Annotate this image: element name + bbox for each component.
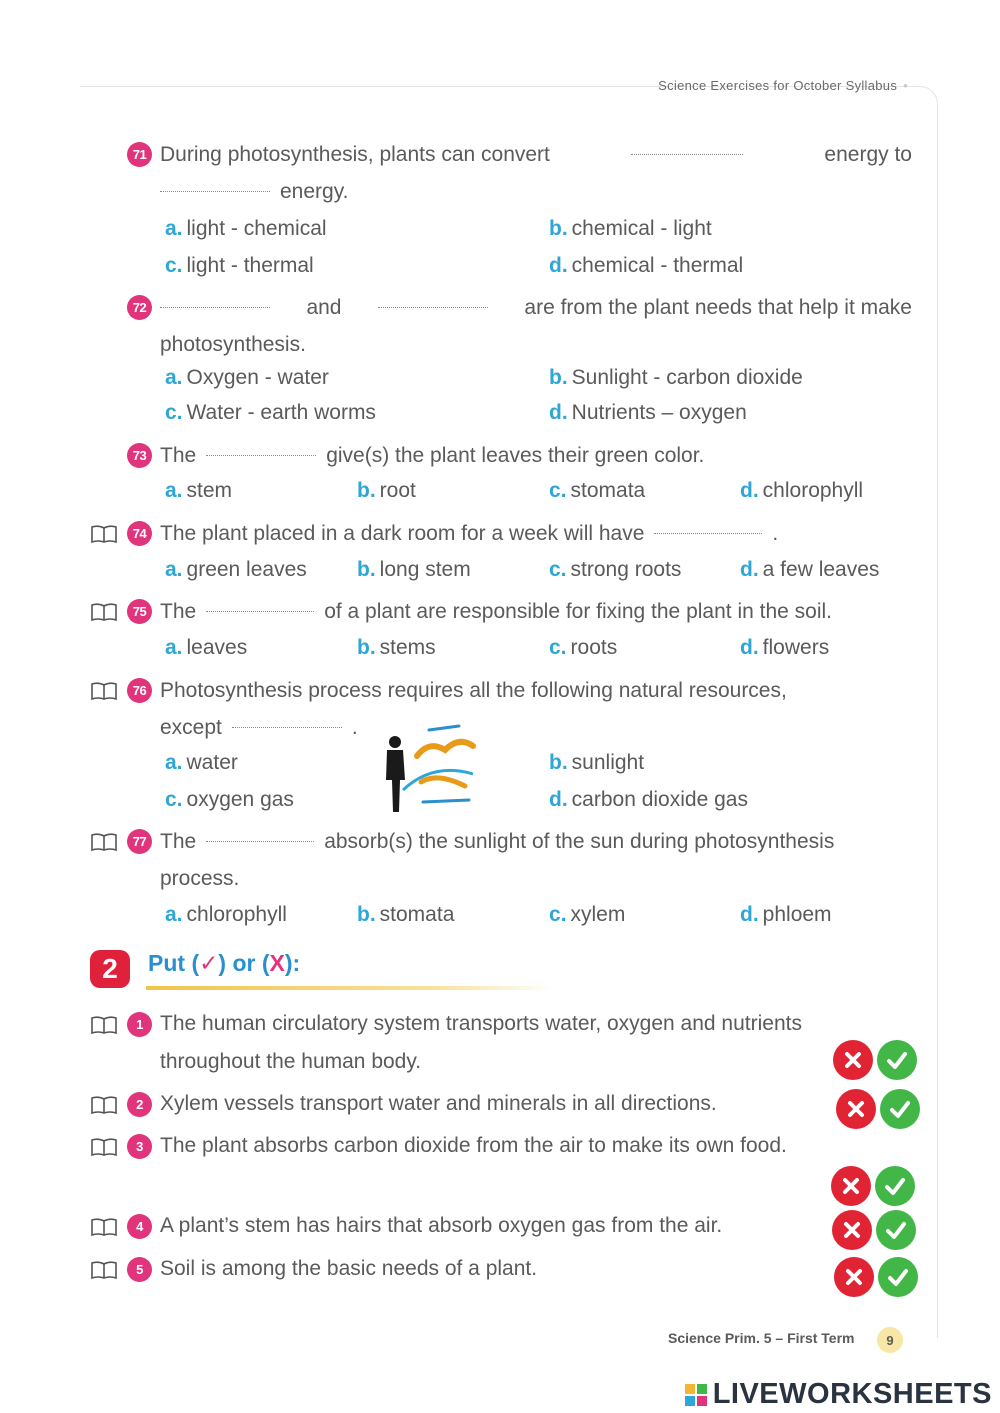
question-77: The absorb(s) the sunlight of the sun during photosynthesis process. [160,823,912,897]
option-a[interactable]: a. stem [165,479,233,502]
statement-4: A plant’s stem has hairs that absorb oxygen gas from the air. [160,1214,723,1237]
statement-5: Soil is among the basic needs of a plant. [160,1257,538,1280]
option-b[interactable]: b. root [357,479,416,502]
x-icon [842,1049,864,1071]
answer-blank[interactable] [206,823,314,842]
correct-button[interactable] [876,1210,916,1250]
check-icon [884,1218,908,1242]
book-icon [90,1015,118,1035]
option-b[interactable]: b. long stem [357,558,471,581]
book-icon [90,1217,118,1237]
item-number: 4 [127,1214,152,1239]
book-icon [90,602,118,622]
check-icon [886,1265,910,1289]
question-75: The of a plant are responsible for fixing the plant in the soil. [160,593,912,630]
statement-2: Xylem vessels transport water and minerals in all directions. [160,1092,717,1115]
item-number: 1 [127,1012,152,1037]
answer-marks-5 [834,1257,918,1297]
book-icon [90,832,118,852]
x-icon [843,1266,865,1288]
statement-3: The plant absorbs carbon dioxide from the air to make its own food. [160,1134,787,1157]
question-number: 77 [127,829,152,854]
option-a[interactable]: a. water [165,751,238,774]
option-b[interactable]: b. Sunlight - carbon dioxide [549,366,803,389]
wrong-button[interactable] [836,1089,876,1129]
question-number: 75 [127,599,152,624]
answer-blank[interactable] [160,173,270,192]
correct-button[interactable] [875,1166,915,1206]
x-icon [845,1098,867,1120]
answer-marks-3 [831,1166,915,1206]
option-a[interactable]: a. chlorophyll [165,903,287,926]
option-a[interactable]: a. green leaves [165,558,307,581]
check-icon [885,1048,909,1072]
option-c[interactable]: c. light - thermal [165,254,314,277]
correct-button[interactable] [877,1040,917,1080]
option-d[interactable]: d. Nutrients – oxygen [549,401,747,424]
option-d[interactable]: d. a few leaves [740,558,880,581]
question-number: 72 [127,295,152,320]
option-c[interactable]: c. roots [549,636,618,659]
option-c[interactable]: c. strong roots [549,558,682,581]
question-number: 71 [127,142,152,167]
question-74: The plant placed in a dark room for a week will have . [160,515,912,552]
page-header: Science Exercises for October Syllabus • [658,78,908,93]
book-icon [90,1137,118,1157]
answer-blank[interactable] [232,709,342,728]
item-number: 5 [127,1257,152,1282]
option-c[interactable]: c. oxygen gas [165,788,294,811]
option-a[interactable]: a. Oxygen - water [165,366,329,389]
liveworksheets-logo-icon [685,1384,707,1406]
answer-blank[interactable] [206,437,316,456]
correct-button[interactable] [880,1089,920,1129]
question-71: During photosynthesis, plants can convert energy to energy. [160,136,912,210]
check-icon [888,1097,912,1121]
question-number: 73 [127,443,152,468]
check-icon [883,1174,907,1198]
option-d[interactable]: d. flowers [740,636,830,659]
option-c[interactable]: c. Water - earth worms [165,401,376,424]
option-d[interactable]: d. chemical - thermal [549,254,744,277]
option-d[interactable]: d. phloem [740,903,832,926]
option-a[interactable]: a. light - chemical [165,217,327,240]
option-b[interactable]: b. sunlight [549,751,645,774]
answer-blank[interactable] [160,289,270,308]
book-icon [90,681,118,701]
answer-blank[interactable] [631,136,743,155]
answer-blank[interactable] [206,593,314,612]
section-title: Put (✓) or (X): [148,950,301,976]
brand-logo [373,716,485,820]
question-72: and are from the plant needs that help it make photosynthesis. [160,289,912,363]
statement-1: The human circulatory system transports water, oxygen and nutrients [160,1012,802,1035]
section-number: 2 [90,950,130,988]
correct-button[interactable] [878,1257,918,1297]
option-a[interactable]: a. leaves [165,636,248,659]
item-number: 2 [127,1092,152,1117]
item-number: 3 [127,1134,152,1159]
option-d[interactable]: d. chlorophyll [740,479,864,502]
liveworksheets-brand: LIVEWORKSHEETS [685,1378,992,1411]
wrong-button[interactable] [833,1040,873,1080]
statement-1-line2: throughout the human body. [160,1050,422,1073]
answer-marks-2 [836,1089,920,1129]
wrong-button[interactable] [832,1210,872,1250]
option-b[interactable]: b. chemical - light [549,217,712,240]
book-icon [90,524,118,544]
x-icon [840,1175,862,1197]
option-b[interactable]: b. stomata [357,903,455,926]
book-icon [90,1095,118,1115]
answer-marks-4 [832,1210,916,1250]
wrong-button[interactable] [834,1257,874,1297]
page-footer: Science Prim. 5 – First Term [668,1330,855,1346]
section-underline [146,986,556,990]
option-c[interactable]: c. stomata [549,479,646,502]
option-d[interactable]: d. carbon dioxide gas [549,788,748,811]
option-c[interactable]: c. xylem [549,903,626,926]
page-number: 9 [877,1327,903,1353]
book-icon [90,1260,118,1280]
question-76: Photosynthesis process requires all the following natural resources, except . [160,679,787,739]
answer-blank[interactable] [654,515,762,534]
answer-marks-1 [833,1040,917,1080]
question-number: 76 [127,678,152,703]
option-b[interactable]: b. stems [357,636,436,659]
answer-blank[interactable] [378,289,488,308]
question-73: The give(s) the plant leaves their green color. [160,437,912,474]
wrong-button[interactable] [831,1166,871,1206]
question-number: 74 [127,521,152,546]
x-icon [841,1219,863,1241]
